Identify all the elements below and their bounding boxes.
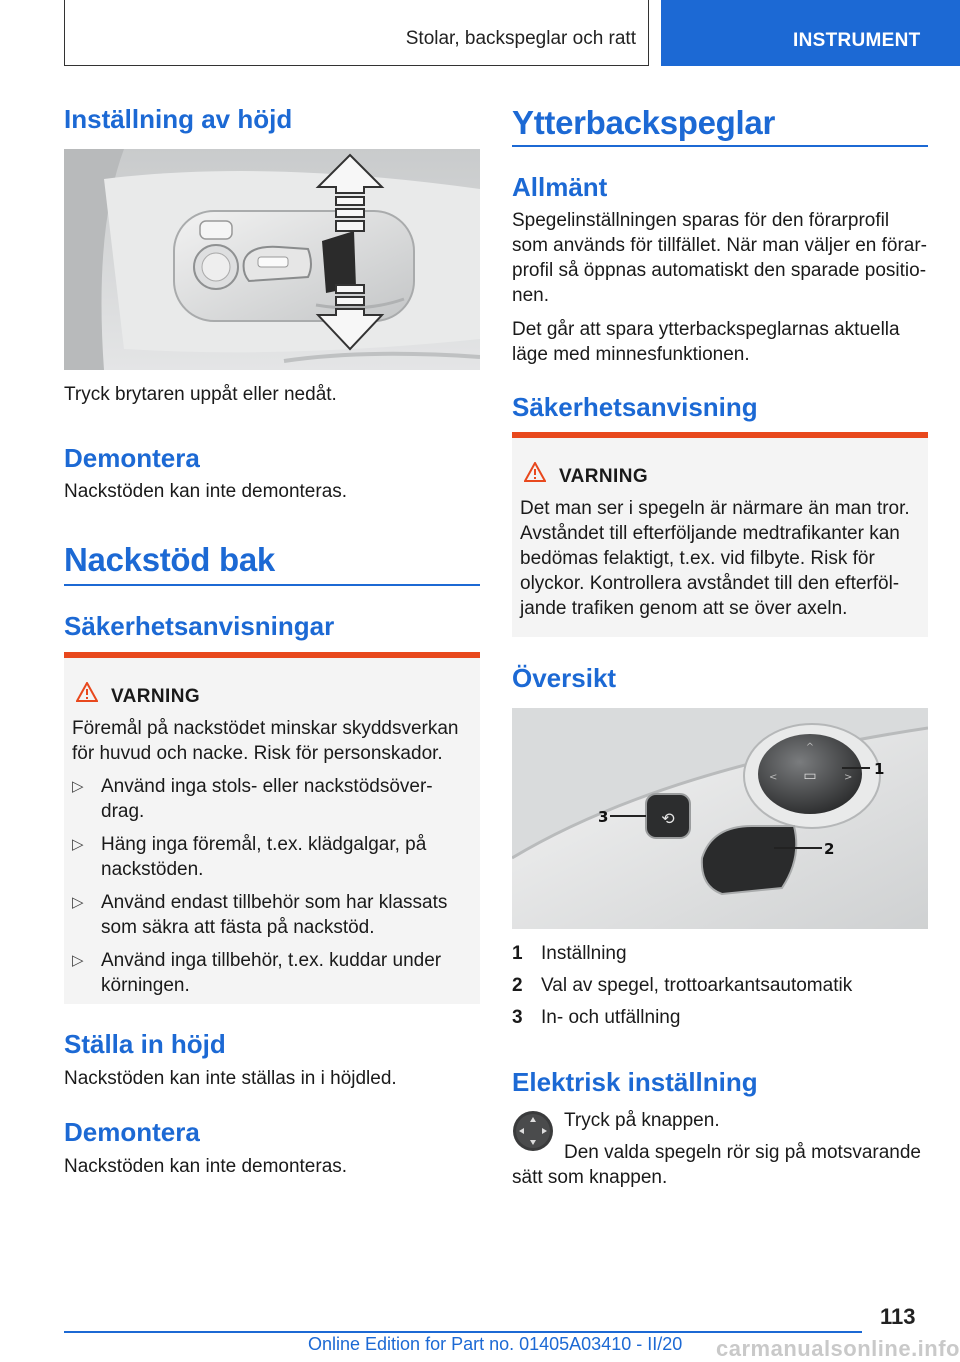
svg-text:▭: ▭: [803, 768, 817, 784]
warning-line: Det man ser i spegeln är närmare än man tror.: [520, 498, 910, 519]
warning-triangle-icon: [524, 462, 546, 482]
callout-3: 3: [598, 808, 609, 826]
mirror-controls-illustration: [512, 708, 928, 929]
svg-text:⟲: ⟲: [661, 809, 675, 828]
electric-text-3: sätt som knappen.: [512, 1167, 668, 1188]
legend-text: Val av spegel, trottoarkantsautomatik: [541, 975, 853, 996]
bullet-line: Använd inga tillbehör, t.ex. kuddar under: [101, 950, 442, 971]
mirror-joystick-button-icon: [512, 1110, 554, 1152]
section-title: Stolar, backspeglar och ratt: [405, 28, 636, 49]
bullet-line: nackstöden.: [101, 859, 204, 880]
warning-line: olyckor. Kontrollera avståndet till den efterföl-: [520, 573, 900, 594]
legend-text: In- och utfällning: [541, 1007, 681, 1028]
general-heading: Allmänt: [512, 172, 608, 202]
svg-text:<: <: [769, 772, 778, 783]
text-line: Det går att spara ytterbackspeglarnas aktuella: [512, 319, 900, 340]
warning-line: Föremål på nackstödet minskar skyddsverkan: [72, 718, 459, 739]
bullet-line: Använd inga stols- eller nackstödsöver-: [101, 776, 433, 797]
rear-headrest-heading: Nackstöd bak: [64, 541, 275, 578]
legend-text: Inställning: [541, 943, 627, 964]
bullet-line: Använd endast tillbehör som har klassats: [101, 892, 448, 913]
seat-switch-photo: [64, 149, 480, 370]
seat-switch-illustration: [64, 149, 480, 370]
text-line: nen.: [512, 285, 549, 306]
warning-label: VARNING: [111, 686, 201, 707]
text-line: profil så öppnas automatiskt den sparade positio-: [512, 260, 927, 281]
bullet-line: drag.: [101, 801, 145, 822]
warning-text: [72, 716, 472, 766]
chapter-tab[interactable]: [661, 0, 960, 66]
warning-line: Avståndet till efterföljande medtrafikanter kan: [520, 523, 900, 544]
warning-box-headrest: [64, 652, 480, 1004]
warning-line: jande trafiken genom att se över axeln.: [520, 598, 848, 619]
safety-note-heading: Säkerhetsanvisning: [512, 392, 758, 422]
footer-rule: [64, 1331, 862, 1333]
text-line: som används för tillfället. När man väljer en förar-: [512, 235, 927, 256]
overview-heading: Översikt: [512, 663, 617, 693]
bullet-line: körningen.: [101, 975, 190, 996]
electric-text-2: Den valda spegeln rör sig på motsvarande: [564, 1142, 921, 1163]
heading-rule: [64, 584, 480, 586]
triangle-bullet-icon: ▷: [72, 836, 84, 853]
header-frame: [64, 0, 649, 66]
warning-line: bedömas felaktigt, t.ex. vid filbyte. Risk för: [520, 548, 875, 569]
triangle-bullet-icon: ▷: [72, 778, 84, 795]
watermark: carmanualsonline.info: [716, 1336, 960, 1361]
mirror-controls-photo: [512, 708, 928, 929]
warning-text: [520, 496, 924, 621]
callout-2: 2: [824, 840, 835, 858]
bullet-line: Häng inga föremål, t.ex. klädgalgar, på: [101, 834, 427, 855]
exterior-mirrors-heading: Ytterbackspeglar: [512, 104, 775, 141]
heading-rule: [512, 145, 928, 147]
svg-text:^: ^: [805, 742, 815, 753]
warning-box-mirror: [512, 432, 928, 637]
edition-text[interactable]: Online Edition for Part no. 01405A03410 - II/20: [308, 1334, 683, 1354]
legend-number: 2: [512, 975, 523, 996]
legend-number: 3: [512, 1007, 523, 1028]
general-text: [512, 208, 928, 308]
height-adjust-caption: Tryck brytaren uppåt eller nedåt.: [64, 384, 337, 405]
legend-number: 1: [512, 943, 523, 964]
triangle-bullet-icon: ▷: [72, 894, 84, 911]
memory-text: [512, 317, 928, 367]
set-height-heading: Ställa in höjd: [64, 1029, 226, 1059]
warning-line: för huvud och nacke. Risk för personskador.: [72, 743, 443, 764]
warning-triangle-icon: [76, 682, 98, 702]
triangle-bullet-icon: ▷: [72, 952, 84, 969]
remove-heading-1: Demontera: [64, 443, 200, 473]
height-adjust-heading: Inställning av höjd: [64, 104, 293, 134]
callout-1: 1: [874, 760, 885, 778]
bullet-line: som säkra att fästa på nackstöd.: [101, 917, 375, 938]
warning-label: VARNING: [559, 466, 649, 487]
set-height-text: Nackstöden kan inte ställas in i höjdled.: [64, 1068, 397, 1089]
electric-adjust-heading: Elektrisk inställning: [512, 1067, 758, 1097]
text-line: läge med minnesfunktionen.: [512, 344, 750, 365]
svg-text:>: >: [844, 772, 853, 783]
remove-heading-2: Demontera: [64, 1117, 200, 1147]
electric-text-1: Tryck på knappen.: [564, 1110, 720, 1131]
chapter-tab-label: INSTRUMENT: [793, 30, 921, 51]
text-line: Spegelinställningen sparas för den förarprofil: [512, 210, 890, 231]
remove-text-2: Nackstöden kan inte demonteras.: [64, 1156, 348, 1177]
safety-notes-heading: Säkerhetsanvisningar: [64, 611, 335, 641]
remove-text-1: Nackstöden kan inte demonteras.: [64, 481, 348, 502]
page-number: 113: [880, 1304, 916, 1329]
